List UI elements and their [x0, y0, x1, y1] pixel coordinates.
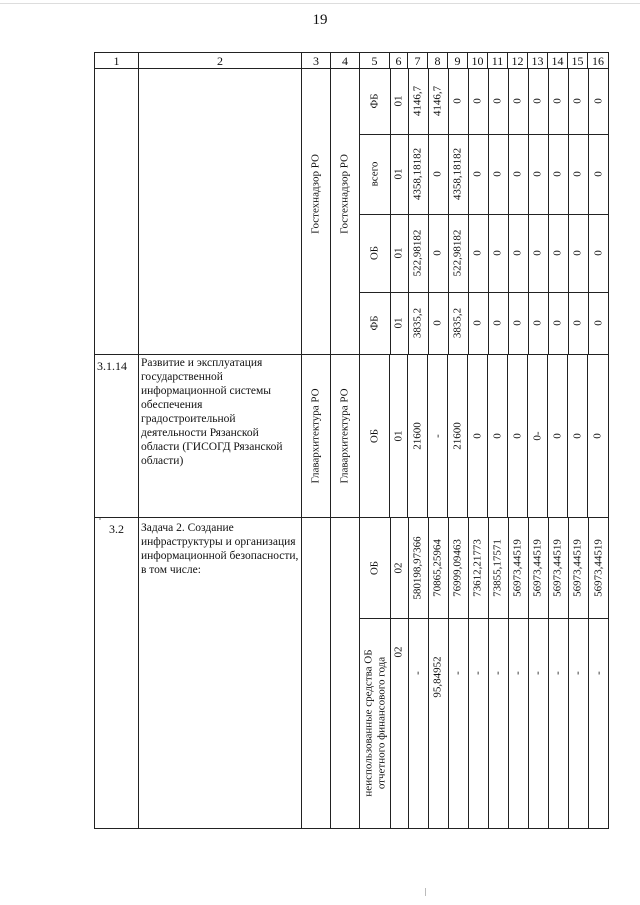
column-header: 16: [588, 53, 609, 69]
value-cell: 3835,2: [408, 292, 428, 354]
value-cell: 73855,17571: [488, 518, 508, 618]
value-cell: 580198,97366: [408, 518, 428, 618]
value-cell: -: [428, 355, 448, 518]
value-cell: 73612,21773: [468, 518, 488, 618]
value-cell: 0: [528, 134, 548, 214]
column-header: 12: [508, 53, 528, 69]
value-cell: 4146,7: [428, 69, 448, 134]
table-row: [95, 355, 609, 518]
code-cell: 01: [390, 292, 408, 354]
code-cell: 02: [390, 618, 408, 828]
column-header: 11: [488, 53, 508, 69]
value-cell: 0: [548, 69, 568, 134]
value-cell: 0: [508, 214, 528, 292]
table-row: [95, 518, 609, 829]
value-cell: 56973,44519: [528, 518, 548, 618]
code-cell: 02: [390, 518, 408, 618]
value-cell: 0-: [528, 355, 548, 518]
executor-cell: [302, 69, 331, 355]
value-cell: 0: [488, 292, 508, 354]
value-cell: 0: [468, 214, 488, 292]
value-cell: -: [468, 618, 488, 828]
source-cell: ОБ: [360, 214, 390, 292]
row-number: 3.1.14: [95, 355, 139, 518]
value-cell: 0: [468, 292, 488, 354]
funding-subtable: [360, 69, 609, 354]
value-cell: -: [568, 618, 588, 828]
source-cell: ОБ: [360, 518, 390, 618]
executor-cell: [302, 355, 331, 518]
value-cell: 0: [568, 214, 588, 292]
value-cell: 0: [488, 214, 508, 292]
value-cell: 0: [488, 134, 508, 214]
value-cell: 0: [528, 214, 548, 292]
funding-row: [360, 292, 609, 354]
value-cell: 76999,09463: [448, 518, 468, 618]
value-cell: 0: [588, 134, 609, 214]
source-cell: ФБ: [360, 69, 390, 134]
executor-cell: [331, 355, 360, 518]
value-cell: 0: [468, 69, 488, 134]
value-cell: -: [548, 618, 568, 828]
value-cell: 21600: [448, 355, 468, 518]
executor-text: Гостехнадзор РО: [309, 154, 322, 235]
column-header: 4: [331, 53, 360, 69]
value-cell: 0: [488, 69, 508, 134]
executor-text: Гостехнадзор РО: [338, 154, 351, 235]
value-cell: 56973,44519: [568, 518, 588, 618]
code-cell: 01: [390, 214, 408, 292]
value-cell: 56973,44519: [548, 518, 568, 618]
value-cell: 3835,2: [448, 292, 468, 354]
source-cell: ОБ: [360, 355, 390, 518]
subtable-cell: [360, 69, 609, 355]
value-cell: -: [488, 618, 508, 828]
scan-speck: [425, 888, 426, 896]
value-cell: 0: [508, 292, 528, 354]
value-cell: 0: [448, 69, 468, 134]
executor-text: Главархитектура РО: [309, 388, 322, 484]
column-header: 8: [428, 53, 448, 69]
funding-row: [360, 618, 609, 828]
row-number: 3.2: [95, 518, 139, 829]
value-cell: 4146,7: [408, 69, 428, 134]
value-cell: 0: [528, 292, 548, 354]
value-cell: 0: [428, 292, 448, 354]
value-cell: 0: [508, 69, 528, 134]
value-cell: 56973,44519: [508, 518, 528, 618]
executor-text: Главархитектура РО: [338, 388, 351, 484]
value-cell: 0: [548, 292, 568, 354]
value-cell: 4358,18182: [408, 134, 428, 214]
value-cell: 0: [588, 69, 609, 134]
value-cell: 0: [568, 69, 588, 134]
column-header: 9: [448, 53, 468, 69]
funding-row: [360, 518, 609, 618]
value-cell: 0: [488, 355, 508, 518]
column-header: 14: [548, 53, 568, 69]
code-cell: 01: [390, 134, 408, 214]
value-cell: 0: [588, 355, 609, 518]
value-cell: 21600: [408, 355, 428, 518]
value-cell: 0: [428, 134, 448, 214]
source-cell: всего: [360, 134, 390, 214]
table-row: [95, 69, 609, 355]
row-name-cell: [139, 69, 302, 355]
value-cell: 0: [528, 69, 548, 134]
column-header: 3: [302, 53, 331, 69]
code-cell: 01: [390, 69, 408, 134]
page-number: 19: [312, 12, 328, 28]
scan-artifact-line: [0, 3, 640, 4]
value-cell: -: [528, 618, 548, 828]
row-number-cell: [95, 69, 139, 355]
value-cell: 0: [428, 214, 448, 292]
value-cell: -: [448, 618, 468, 828]
code-cell: 01: [390, 355, 408, 518]
value-cell: 0: [548, 214, 568, 292]
value-cell: 0: [568, 292, 588, 354]
value-cell: 0: [588, 214, 609, 292]
value-cell: 56973,44519: [588, 518, 609, 618]
value-cell: 0: [508, 134, 528, 214]
row-name: Развитие и эксплуатация государственной информационной системы обеспечения градостроительной деятельности Рязанской области (ГИСОГД Рязанской области): [139, 355, 302, 518]
value-cell: 0: [548, 134, 568, 214]
budget-table: [94, 52, 609, 829]
funding-row: [360, 214, 609, 292]
column-header: 13: [528, 53, 548, 69]
value-cell: 522,98182: [408, 214, 428, 292]
value-cell: 0: [588, 292, 609, 354]
column-header: 6: [390, 53, 408, 69]
column-header: 10: [468, 53, 488, 69]
executor-cell: [331, 518, 360, 829]
funding-row: [360, 134, 609, 214]
task2-subtable: [360, 518, 609, 828]
value-cell: 0: [468, 134, 488, 214]
executor-cell: [302, 518, 331, 829]
subtable-cell: [360, 518, 609, 829]
table-header-row: [95, 53, 609, 69]
executor-cell: [331, 69, 360, 355]
column-header: 5: [360, 53, 390, 69]
value-cell: 4358,18182: [448, 134, 468, 214]
value-cell: 0: [508, 355, 528, 518]
value-cell: -: [588, 618, 609, 828]
value-cell: 0: [568, 134, 588, 214]
value-cell: 95,84952: [428, 618, 448, 828]
value-cell: 0: [568, 355, 588, 518]
value-cell: 0: [548, 355, 568, 518]
value-cell: 522,98182: [448, 214, 468, 292]
funding-row: [360, 69, 609, 134]
value-cell: 0: [468, 355, 488, 518]
column-header: 15: [568, 53, 588, 69]
row-name: Задача 2. Создание инфраструктуры и организация информационной безопасности, в том числе:: [139, 518, 302, 829]
source-cell: неиспользованные средства ОБ отчетного финансового года: [360, 618, 390, 828]
column-header: 2: [139, 53, 302, 69]
value-cell: -: [408, 618, 428, 828]
column-header: 1: [95, 53, 139, 69]
source-cell: ФБ: [360, 292, 390, 354]
value-cell: 70865,25964: [428, 518, 448, 618]
value-cell: -: [508, 618, 528, 828]
column-header: 7: [408, 53, 428, 69]
